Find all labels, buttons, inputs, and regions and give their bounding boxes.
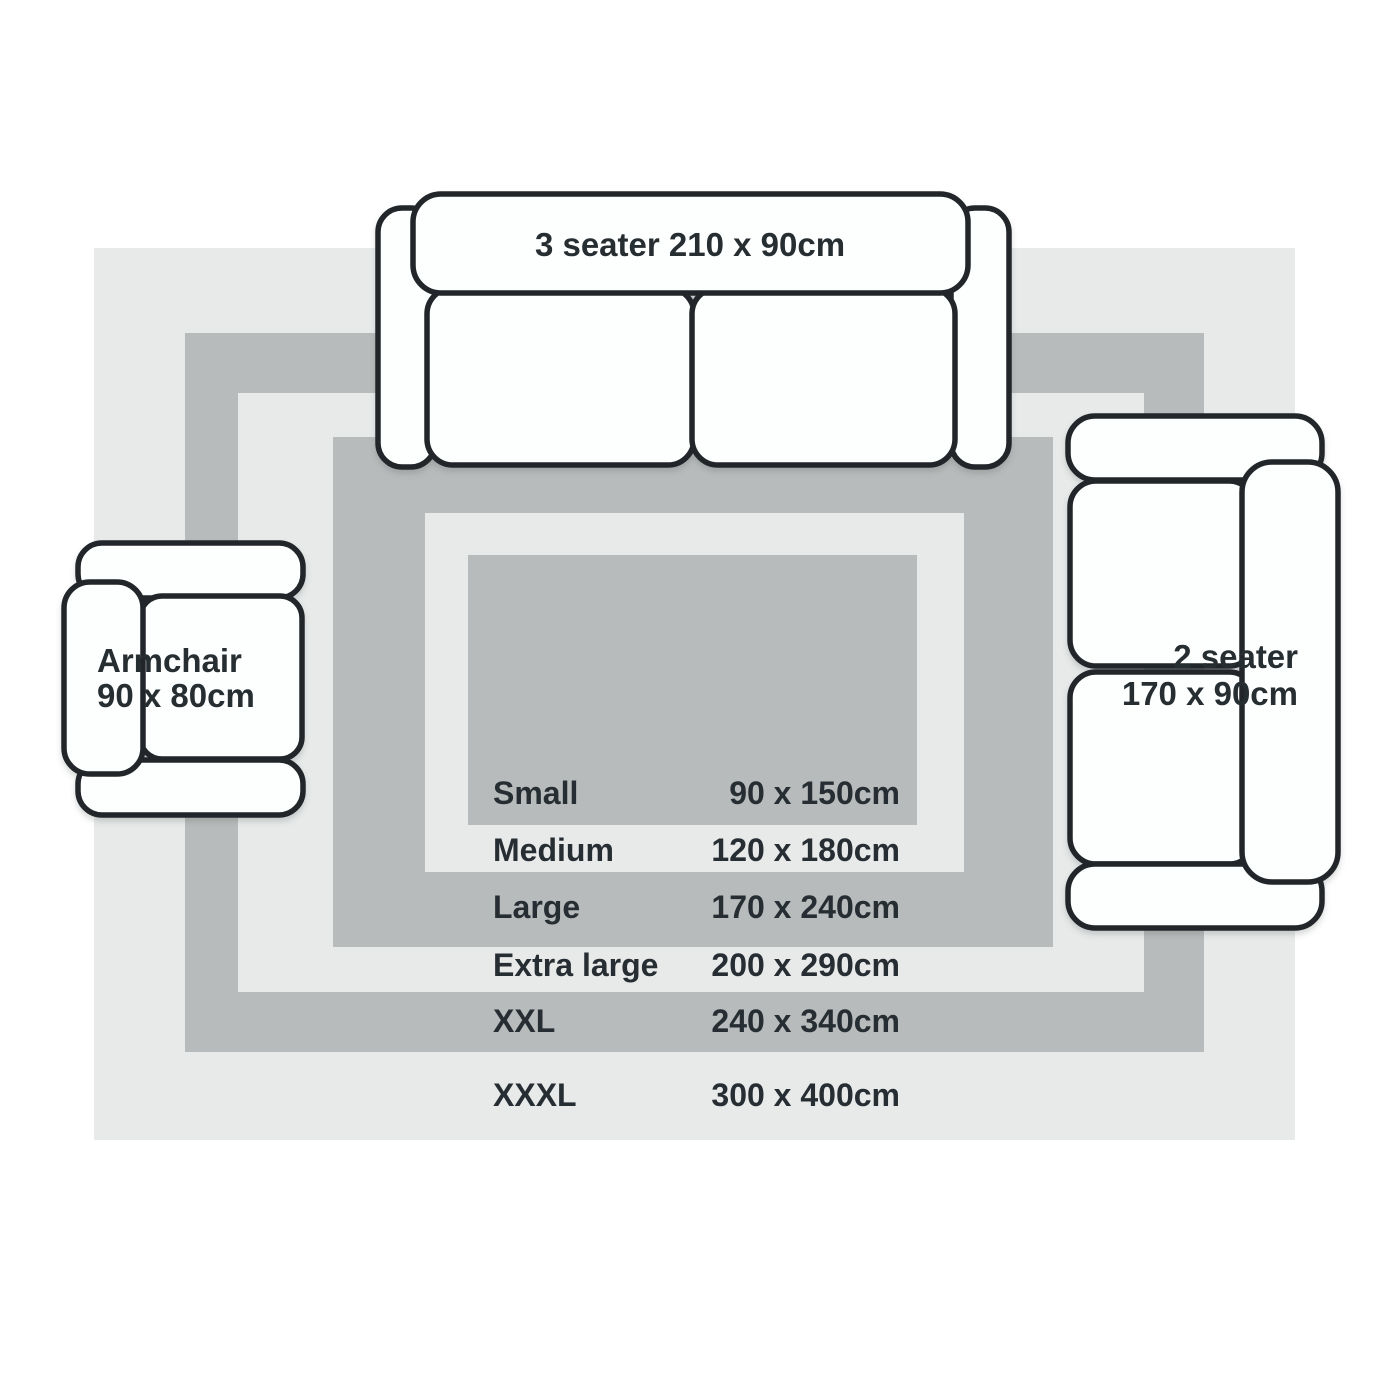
sofa3-left-cushion [427, 288, 694, 465]
size-row-xxxl-name: XXXL [493, 1077, 577, 1113]
armchair-label-line1: Armchair [97, 642, 242, 679]
size-row-medium-name: Medium [493, 832, 614, 868]
sofa3-right-cushion [692, 288, 955, 465]
size-row-medium-dimensions: 120 x 180cm [711, 832, 900, 868]
size-row-large-name: Large [493, 889, 581, 925]
sofa2-label-line2: 170 x 90cm [1121, 675, 1298, 712]
size-row-small-name: Small [493, 775, 579, 811]
three-seater-sofa [378, 194, 1009, 467]
size-row-extra-large-name: Extra large [493, 947, 659, 983]
two-seater-sofa [1068, 416, 1338, 928]
armchair-label-line2: 90 x 80cm [97, 677, 255, 714]
sofa2-label-line1: 2 seater [1173, 638, 1298, 675]
size-row-small-dimensions: 90 x 150cm [729, 775, 900, 811]
sofa3-label: 3 seater 210 x 90cm [534, 226, 846, 263]
size-row-xxl-dimensions: 240 x 340cm [711, 1003, 900, 1039]
armchair [64, 543, 303, 815]
size-row-xxl-name: XXL [493, 1003, 556, 1039]
size-row-xxxl-dimensions: 300 x 400cm [711, 1077, 900, 1113]
size-row-large-dimensions: 170 x 240cm [711, 889, 900, 925]
size-row-extra-large-dimensions: 200 x 290cm [711, 947, 900, 983]
